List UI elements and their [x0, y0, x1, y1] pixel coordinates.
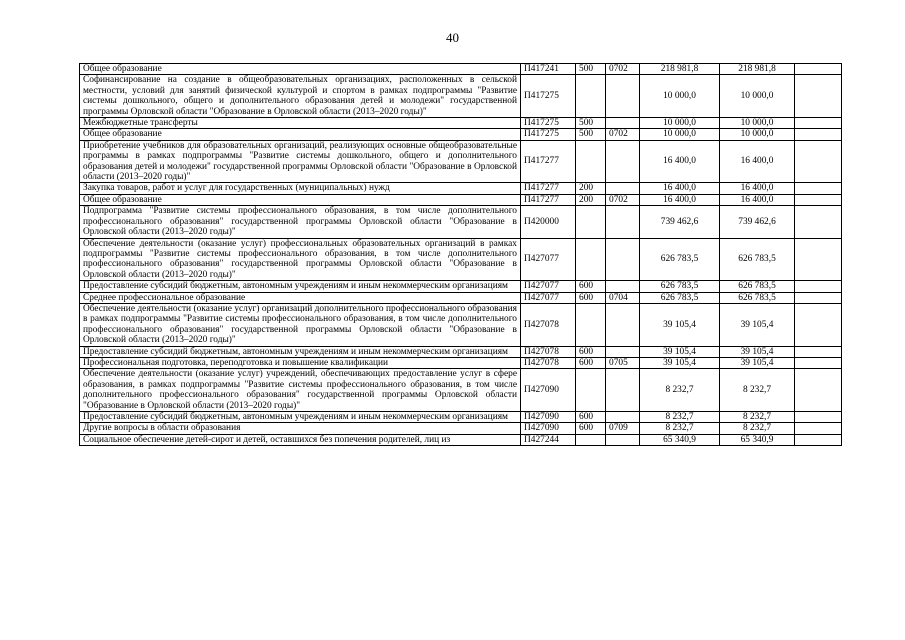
row-section-cell: 0702	[606, 129, 640, 140]
row-name-cell: Подпрограмма "Развитие системы профессионального образования, в том числе дополнительного профессионального образования" государственной программы Орловской области "Образование в Орловской области (2013–2020 годы)"	[80, 206, 521, 238]
row-code-cell: П427078	[521, 303, 576, 346]
row-amount-cell: 10 000,0	[720, 118, 795, 129]
row-amount-cell: 10 000,0	[720, 129, 795, 140]
row-note-cell	[795, 75, 842, 118]
row-code-cell: П417241	[521, 64, 576, 75]
budget-table-body	[80, 64, 842, 446]
row-code-cell: П427090	[521, 423, 576, 434]
row-name-cell: Общее образование	[80, 64, 521, 75]
table-row	[80, 140, 842, 183]
row-amount-cell: 16 400,0	[720, 183, 795, 194]
budget-table	[79, 63, 842, 446]
row-note-cell	[795, 194, 842, 205]
row-code-cell: П417275	[521, 75, 576, 118]
row-note-cell	[795, 346, 842, 357]
row-section-cell	[606, 369, 640, 412]
row-amount-cell: 8 232,7	[640, 369, 720, 412]
row-expense-type-cell	[576, 206, 606, 238]
page-number: 40	[446, 30, 459, 45]
row-note-cell	[795, 64, 842, 75]
row-amount-cell: 218 981,8	[720, 64, 795, 75]
row-code-cell: П427077	[521, 281, 576, 292]
row-amount-cell: 16 400,0	[640, 183, 720, 194]
row-code-cell: П417275	[521, 129, 576, 140]
row-amount-cell: 10 000,0	[640, 118, 720, 129]
row-amount-cell: 8 232,7	[720, 369, 795, 412]
row-expense-type-cell: 600	[576, 357, 606, 368]
table-row	[80, 118, 842, 129]
row-amount-cell: 16 400,0	[640, 194, 720, 205]
row-amount-cell: 626 783,5	[640, 238, 720, 281]
row-note-cell	[795, 357, 842, 368]
row-section-cell	[606, 75, 640, 118]
row-code-cell: П417277	[521, 194, 576, 205]
table-row	[80, 194, 842, 205]
row-expense-type-cell	[576, 75, 606, 118]
row-amount-cell: 39 105,4	[640, 346, 720, 357]
row-amount-cell: 626 783,5	[640, 281, 720, 292]
row-code-cell: П427090	[521, 412, 576, 423]
row-amount-cell: 8 232,7	[720, 423, 795, 434]
row-note-cell	[795, 129, 842, 140]
table-row	[80, 357, 842, 368]
table-row	[80, 292, 842, 303]
row-amount-cell: 10 000,0	[640, 129, 720, 140]
row-section-cell	[606, 434, 640, 445]
row-section-cell	[606, 118, 640, 129]
row-name-cell: Предоставление субсидий бюджетным, автономным учреждениям и иным некоммерческим организациям	[80, 346, 521, 357]
row-code-cell: П427077	[521, 238, 576, 281]
row-expense-type-cell: 600	[576, 346, 606, 357]
table-row	[80, 64, 842, 75]
row-section-cell	[606, 206, 640, 238]
row-name-cell: Межбюджетные трансферты	[80, 118, 521, 129]
row-amount-cell: 626 783,5	[720, 281, 795, 292]
row-expense-type-cell	[576, 434, 606, 445]
row-section-cell: 0705	[606, 357, 640, 368]
row-expense-type-cell	[576, 369, 606, 412]
row-section-cell	[606, 281, 640, 292]
row-amount-cell: 8 232,7	[640, 423, 720, 434]
table-row	[80, 423, 842, 434]
row-code-cell: П427078	[521, 346, 576, 357]
row-amount-cell: 39 105,4	[640, 303, 720, 346]
row-note-cell	[795, 238, 842, 281]
row-amount-cell: 218 981,8	[640, 64, 720, 75]
row-expense-type-cell: 200	[576, 194, 606, 205]
table-row	[80, 303, 842, 346]
row-name-cell: Общее образование	[80, 129, 521, 140]
table-row	[80, 75, 842, 118]
row-name-cell: Обеспечение деятельности (оказание услуг) профессиональных образовательных организаций в рамках подпрограммы "Развитие системы профессионального образования, в том числе дополнительного профессионального образования" государственной программы Орловской области "Образование в Орловской области (2013–2020 годы)"	[80, 238, 521, 281]
row-code-cell: П417277	[521, 183, 576, 194]
row-note-cell	[795, 412, 842, 423]
row-expense-type-cell: 200	[576, 183, 606, 194]
row-amount-cell: 39 105,4	[720, 303, 795, 346]
row-amount-cell: 626 783,5	[720, 292, 795, 303]
row-name-cell: Социальное обеспечение детей-сирот и детей, оставшихся без попечения родителей, лиц из	[80, 434, 521, 445]
row-amount-cell: 8 232,7	[640, 412, 720, 423]
row-expense-type-cell	[576, 303, 606, 346]
row-section-cell	[606, 303, 640, 346]
row-expense-type-cell	[576, 238, 606, 281]
row-code-cell: П417275	[521, 118, 576, 129]
row-name-cell: Среднее профессиональное образование	[80, 292, 521, 303]
table-row	[80, 369, 842, 412]
row-note-cell	[795, 303, 842, 346]
row-name-cell: Приобретение учебников для образовательных организаций, реализующих основные общеобразовательные программы в рамках подпрограммы "Развитие системы дошкольного, общего и дополнительного образования детей и молодежи" государственной программы Орловской области "Образование в Орловской области (2013–2020 годы)"	[80, 140, 521, 183]
row-code-cell: П417277	[521, 140, 576, 183]
row-note-cell	[795, 118, 842, 129]
row-note-cell	[795, 369, 842, 412]
row-note-cell	[795, 206, 842, 238]
row-amount-cell: 39 105,4	[720, 346, 795, 357]
row-expense-type-cell	[576, 140, 606, 183]
row-name-cell: Общее образование	[80, 194, 521, 205]
row-amount-cell: 16 400,0	[720, 194, 795, 205]
row-amount-cell: 39 105,4	[720, 357, 795, 368]
row-amount-cell: 65 340,9	[640, 434, 720, 445]
row-name-cell: Предоставление субсидий бюджетным, автономным учреждениям и иным некоммерческим организациям	[80, 412, 521, 423]
row-amount-cell: 626 783,5	[720, 238, 795, 281]
row-name-cell: Профессиональная подготовка, переподготовка и повышение квалификации	[80, 357, 521, 368]
row-name-cell: Другие вопросы в области образования	[80, 423, 521, 434]
row-name-cell: Закупка товаров, работ и услуг для государственных (муниципальных) нужд	[80, 183, 521, 194]
row-expense-type-cell: 600	[576, 412, 606, 423]
row-note-cell	[795, 183, 842, 194]
row-name-cell: Обеспечение деятельности (оказание услуг) учреждений, обеспечивающих предоставление услуг в сфере образования, в рамках подпрограммы "Развитие системы профессионального образования, в том числе дополнительного профессионального образования" государственной программы Орловской области "Образование в Орловской области (2013–2020 годы)"	[80, 369, 521, 412]
row-expense-type-cell: 600	[576, 423, 606, 434]
table-row	[80, 346, 842, 357]
table-row	[80, 434, 842, 445]
row-amount-cell: 739 462,6	[640, 206, 720, 238]
row-section-cell	[606, 140, 640, 183]
table-row	[80, 238, 842, 281]
table-row	[80, 206, 842, 238]
row-code-cell: П427077	[521, 292, 576, 303]
row-expense-type-cell: 600	[576, 292, 606, 303]
row-amount-cell: 10 000,0	[640, 75, 720, 118]
row-name-cell: Предоставление субсидий бюджетным, автономным учреждениям и иным некоммерческим организациям	[80, 281, 521, 292]
row-amount-cell: 739 462,6	[720, 206, 795, 238]
row-section-cell	[606, 346, 640, 357]
row-code-cell: П427078	[521, 357, 576, 368]
table-row	[80, 412, 842, 423]
row-amount-cell: 39 105,4	[640, 357, 720, 368]
row-section-cell: 0702	[606, 64, 640, 75]
row-amount-cell: 626 783,5	[640, 292, 720, 303]
row-section-cell	[606, 183, 640, 194]
row-code-cell: П427090	[521, 369, 576, 412]
row-section-cell: 0704	[606, 292, 640, 303]
row-note-cell	[795, 281, 842, 292]
row-note-cell	[795, 423, 842, 434]
row-code-cell: П427244	[521, 434, 576, 445]
row-section-cell	[606, 238, 640, 281]
row-name-cell: Обеспечение деятельности (оказание услуг) организаций дополнительного профессионального образования в рамках подпрограммы "Развитие системы профессионального образования, в том числе дополнительного профессионального образования" государственной программы Орловской области "Образование в Орловской области (2013–2020 годы)"	[80, 303, 521, 346]
row-section-cell	[606, 412, 640, 423]
row-expense-type-cell: 500	[576, 118, 606, 129]
row-amount-cell: 8 232,7	[720, 412, 795, 423]
table-row	[80, 129, 842, 140]
row-code-cell: П420000	[521, 206, 576, 238]
row-amount-cell: 16 400,0	[720, 140, 795, 183]
row-expense-type-cell: 500	[576, 64, 606, 75]
row-amount-cell: 65 340,9	[720, 434, 795, 445]
row-expense-type-cell: 500	[576, 129, 606, 140]
row-section-cell: 0702	[606, 194, 640, 205]
row-note-cell	[795, 140, 842, 183]
table-row	[80, 281, 842, 292]
row-name-cell: Софинансирование на создание в общеобразовательных организациях, расположенных в сельской местности, условий для занятий физической культурой и спортом в рамках подпрограммы "Развитие системы дошкольного, общего и дополнительного образования детей и молодежи" государственной программы Орловской области "Образование в Орловской области (2013–2020 годы)"	[80, 75, 521, 118]
row-note-cell	[795, 292, 842, 303]
row-section-cell: 0709	[606, 423, 640, 434]
row-amount-cell: 16 400,0	[640, 140, 720, 183]
row-note-cell	[795, 434, 842, 445]
row-amount-cell: 10 000,0	[720, 75, 795, 118]
row-expense-type-cell: 600	[576, 281, 606, 292]
table-row	[80, 183, 842, 194]
